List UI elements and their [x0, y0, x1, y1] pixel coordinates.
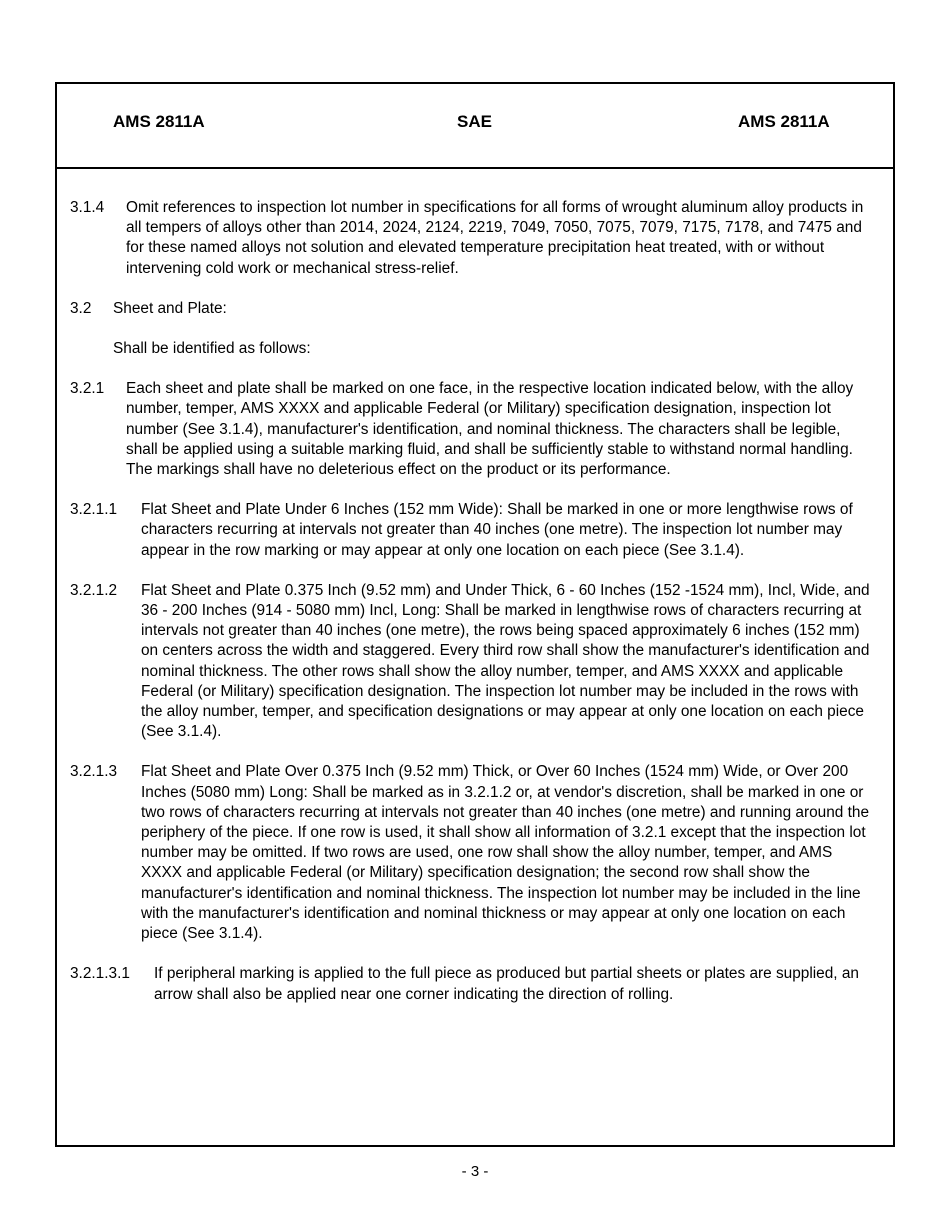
- paragraph-3-2-1-2: [70, 581, 870, 743]
- paragraph-text: Flat Sheet and Plate 0.375 Inch (9.52 mm) and Under Thick, 6 - 60 Inches (152 -1524 mm), Incl, Wide, and 36 - 200 Inches (914 - 5080 mm) Incl, Long: Shall be marked in lengthwise rows of characters recurring at intervals not greater than 40 inches (one metre), the rows being spaced approximately 6 inches (152 mm) on centers across the width and staggered. Every third row shall show the manufacturer's identification and nominal thickness. The other rows shall show the alloy number, temper, and AMS XXXX and applicable Federal (or Military) specification designation. The inspection lot number may be included in the rows with the alloy number, temper, and specification designations or may appear at only one location on each piece (See 3.1.4).: [141, 581, 870, 741]
- paragraph-text: Shall be identified as follows:: [113, 340, 311, 358]
- paragraph-number: 3.2: [70, 299, 92, 317]
- paragraph-number: 3.2.1.2: [70, 581, 118, 599]
- page-frame: [55, 82, 895, 1147]
- paragraph-3-1-4: [70, 198, 870, 279]
- paragraph-3-2-1-1: [70, 500, 870, 561]
- header-spec-right: AMS 2811A: [738, 112, 830, 131]
- page-number: - 3 -: [461, 1163, 489, 1180]
- document-header: [57, 84, 893, 169]
- paragraph-text: Sheet and Plate:: [113, 299, 227, 317]
- paragraph-number: 3.2.1.3.1: [70, 965, 130, 983]
- paragraph-3-2: [70, 299, 870, 319]
- paragraph-3-2-1-3-1: [70, 964, 870, 1004]
- paragraph-text: If peripheral marking is applied to the full piece as produced but partial sheets or plates are supplied, an arrow shall also be applied near one corner indicating the direction of rolling.: [154, 965, 859, 1003]
- paragraph-text: Flat Sheet and Plate Over 0.375 Inch (9.52 mm) Thick, or Over 60 Inches (1524 mm) Wide, or Over 200 Inches (5080 mm) Long: Shall be marked as in 3.2.1.2 or, at vendor's discretion, shall be marked in one or two rows of characters recurring at intervals not greater than 40 inches (one metre) and running around the periphery of the piece. If one row is used, it shall show all information of 3.2.1 except that the inspection lot number may be omitted. If two rows are used, one row shall show the alloy number, temper, and AMS XXXX and applicable Federal (or Military) specification designation; the second row shall show the manufacturer's identification and nominal thickness. The inspection lot number may be included in the line with the manufacturer's identification and nominal thickness or may appear at only one location on each piece (See 3.1.4).: [141, 763, 870, 943]
- paragraph-text: Omit references to inspection lot number in specifications for all forms of wrought aluminum alloy products in all tempers of alloys other than 2014, 2024, 2124, 2219, 7049, 7050, 7075, 7079, 7175, 7178, and 7475 and for these named alloys not solution and elevated temperature precipitation heat treated, with or without intervening cold work or mechanical stress-relief.: [126, 199, 864, 277]
- document-body: [70, 198, 870, 1025]
- paragraph-3-2-intro: [70, 339, 870, 359]
- paragraph-number: 3.2.1: [70, 380, 105, 398]
- header-org: SAE: [457, 112, 492, 131]
- paragraph-number: 3.2.1.1: [70, 501, 118, 519]
- paragraph-3-2-1-3: [70, 762, 870, 944]
- paragraph-number: 3.2.1.3: [70, 763, 118, 781]
- paragraph-text: Each sheet and plate shall be marked on one face, in the respective location indicated below, with the alloy number, temper, AMS XXXX and applicable Federal (or Military) specification designation, inspection lot number (See 3.1.4), manufacturer's identification, and nominal thickness. The characters shall be legible, shall be applied using a suitable marking fluid, and shall be sufficiently stable to withstand normal handling. The markings shall have no deleterious effect on the product or its performance.: [126, 380, 854, 479]
- paragraph-text: Flat Sheet and Plate Under 6 Inches (152 mm Wide): Shall be marked in one or more lengthwise rows of characters recurring at intervals not greater than 40 inches (one metre). The inspection lot number may appear in the row marking or may appear at only one location on each piece (See 3.1.4).: [141, 501, 853, 559]
- paragraph-3-2-1: [70, 379, 870, 480]
- header-spec-left: AMS 2811A: [113, 112, 205, 131]
- paragraph-number: 3.1.4: [70, 199, 105, 216]
